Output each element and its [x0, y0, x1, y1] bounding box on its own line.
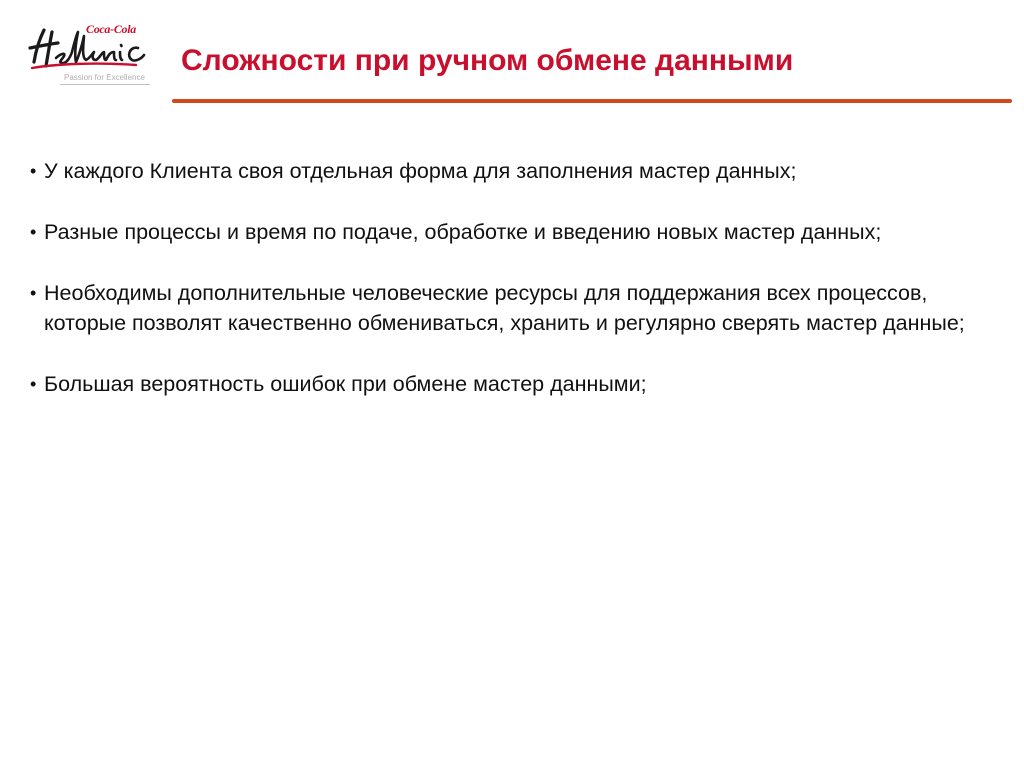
bullet-item: • Разные процессы и время по подаче, обработке и введению новых мастер данных;: [30, 217, 1005, 247]
logo-tagline: Passion for Excellence: [64, 73, 145, 82]
bullet-item: • Необходимы дополнительные человеческие ресурсы для поддержания всех процессов, которые позволят качественно обмениваться, хранить и регулярно сверять мастер данные;: [30, 278, 1005, 338]
logo-brand-text: Coca-Cola: [86, 22, 136, 36]
slide-title: Сложности при ручном обмене данными: [181, 44, 794, 77]
bullet-list: [30, 156, 1005, 430]
bullet-item: • У каждого Клиента своя отдельная форма для заполнения мастер данных;: [30, 156, 1005, 186]
coca-cola-hellenic-logo: [26, 22, 156, 90]
bullet-item: • Большая вероятность ошибок при обмене мастер данными;: [30, 369, 1005, 399]
title-divider: [172, 99, 1012, 103]
logo-underline: [60, 84, 150, 85]
